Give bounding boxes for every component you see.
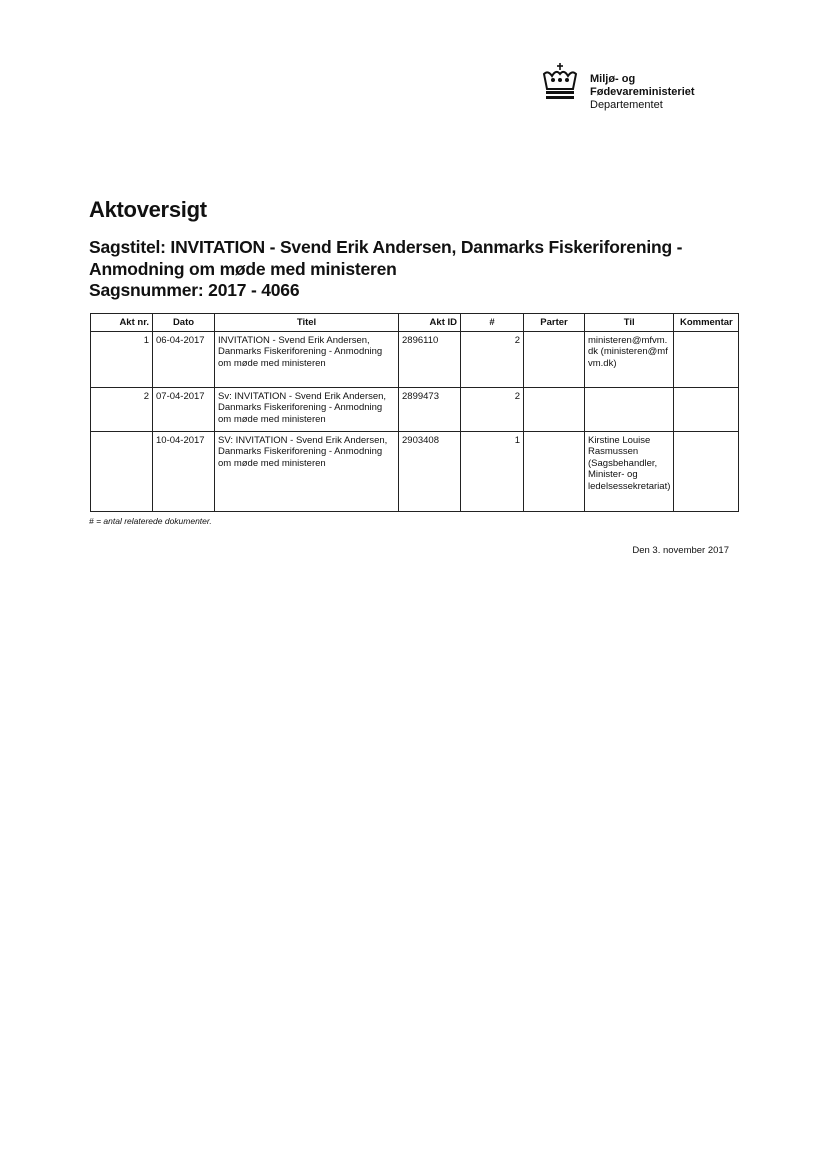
table-footnote: # = antal relaterede dokumenter. [89,516,212,526]
table-row [91,431,739,511]
til-cell [585,387,674,431]
akt-nr-cell: 1 [91,331,153,387]
column-header: Kommentar [674,314,739,332]
comment-cell [674,387,739,431]
akt-nr-cell [91,431,153,511]
comment-cell [674,431,739,511]
akt-nr-cell: 2 [91,387,153,431]
title-cell: INVITATION - Svend Erik Andersen, Danmarks Fiskeriforening - Anmodning om møde med ministeren [215,331,399,387]
department-name: Departementet [590,99,663,111]
document-date: Den 3. november 2017 [632,545,729,556]
parter-cell [524,331,585,387]
title-cell: SV: INVITATION - Svend Erik Andersen, Danmarks Fiskeriforening - Anmodning om møde med ministeren [215,431,399,511]
parter-cell [524,387,585,431]
column-header: # [461,314,524,332]
case-title: Sagstitel: INVITATION - Svend Erik Andersen, Danmarks Fiskeriforening - Anmodning om møde med ministeren [89,237,683,279]
akt-id-cell: 2899473 [399,387,461,431]
ministry-name-line1: Miljø- og [590,73,636,85]
date-cell: 07-04-2017 [153,387,215,431]
column-header: Parter [524,314,585,332]
date-cell: 10-04-2017 [153,431,215,511]
ministry-name-line2: Fødevareministeriet [590,86,695,98]
til-cell: ministeren@mfvm.dk (ministeren@mfvm.dk) [585,331,674,387]
column-header: Til [585,314,674,332]
crown-icon [540,62,580,102]
akt-id-cell: 2896110 [399,331,461,387]
count-cell: 2 [461,387,524,431]
count-cell: 1 [461,431,524,511]
table-row [91,331,739,387]
column-header: Dato [153,314,215,332]
page-title: Aktoversigt [89,197,207,222]
case-number: Sagsnummer: 2017 - 4066 [89,280,300,300]
column-header: Akt ID [399,314,461,332]
date-cell: 06-04-2017 [153,331,215,387]
comment-cell [674,331,739,387]
count-cell: 2 [461,331,524,387]
title-cell: Sv: INVITATION - Svend Erik Andersen, Danmarks Fiskeriforening - Anmodning om møde med ministeren [215,387,399,431]
ministry-logo [540,62,740,122]
table-header-row [91,314,739,332]
til-cell: Kirstine Louise Rasmussen (Sagsbehandler, Minister- og ledelsessekretariat) [585,431,674,511]
document-table [90,313,739,512]
parter-cell [524,431,585,511]
akt-id-cell: 2903408 [399,431,461,511]
table-row [91,387,739,431]
column-header: Titel [215,314,399,332]
column-header: Akt nr. [91,314,153,332]
